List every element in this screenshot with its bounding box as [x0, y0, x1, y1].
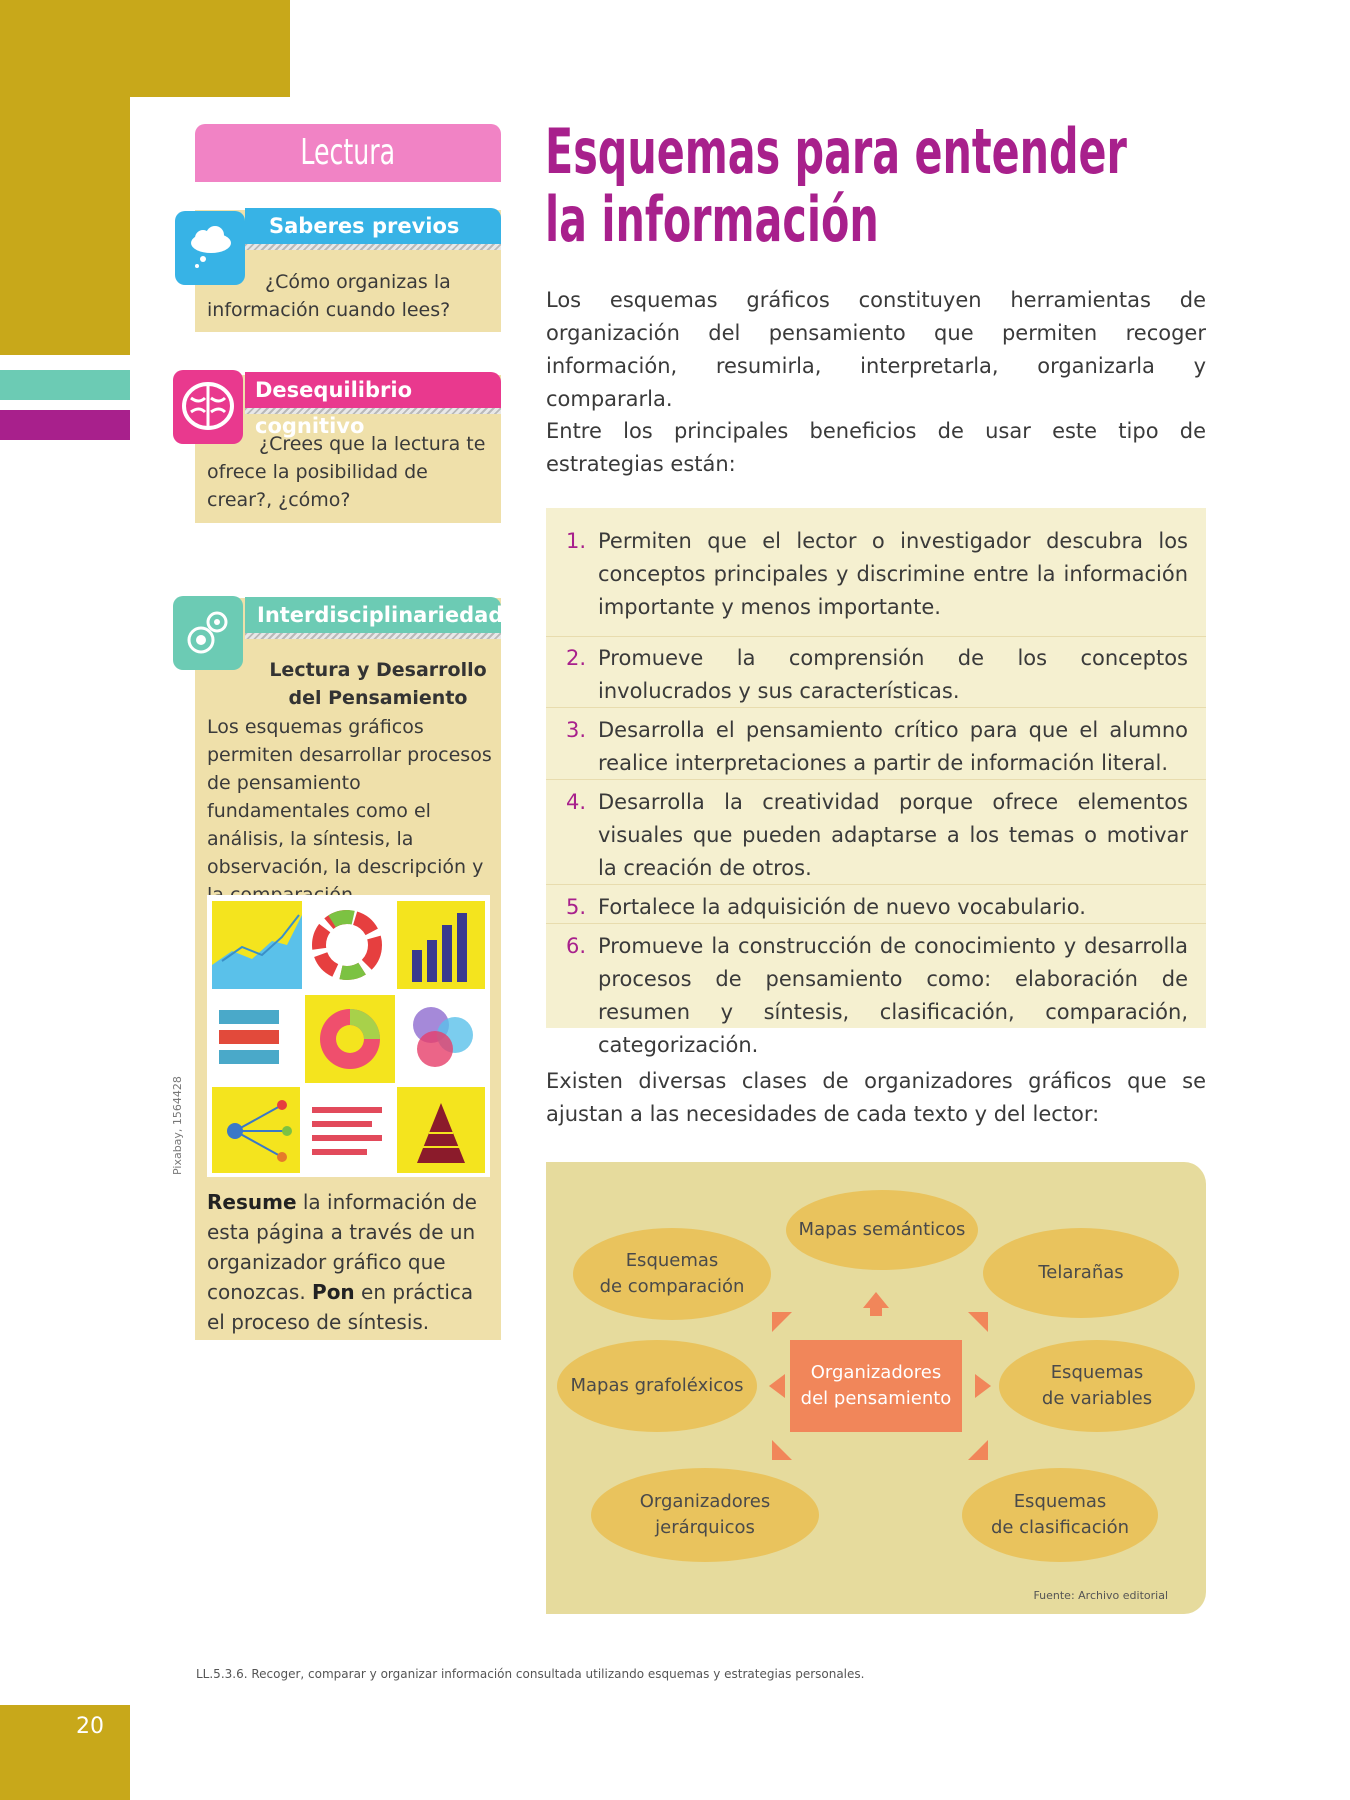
node-telaranas: Telarañas: [983, 1228, 1179, 1318]
gold-side-band: [0, 97, 130, 355]
arrow-right-icon: [975, 1374, 991, 1398]
list-item: 5. Fortalece la adquisición de nuevo vocabulario.: [546, 891, 1206, 924]
arrow-upleft-icon: [772, 1312, 792, 1332]
arrow-upright-icon: [968, 1312, 988, 1332]
saberes-previos-question: ¿Cómo organizas la información cuando lees?: [207, 271, 451, 321]
list-item: 1. Permiten que el lector o investigador descubra los conceptos principales y discrimine entre la información importante y menos importante.: [546, 525, 1206, 637]
list-item: 4. Desarrolla la creatividad porque ofrece elementos visuales que pueden adaptarse a los temas o motivar la creación de otros.: [546, 786, 1206, 885]
list-item: 3. Desarrolla el pensamiento crítico para que el alumno realice interpretaciones a partir de información literal.: [546, 714, 1206, 780]
list-item: 2. Promueve la comprensión de los conceptos involucrados y sus características.: [546, 642, 1206, 708]
interdisciplinariedad-title: Interdisciplinariedad: [245, 597, 501, 633]
image-credit: Pixabay, 1564428: [171, 1076, 184, 1175]
interdisciplinariedad-subtitle: Lectura y Desarrollo del Pensamiento: [269, 659, 487, 709]
benefits-list: [546, 508, 1206, 1057]
node-mapas-grafolexicos: Mapas grafoléxicos: [557, 1340, 757, 1432]
intro-paragraph: Los esquemas gráficos constituyen herramientas de organización del pensamiento que permiten recoger información, resumirla, interpretarla, organizarla y compararla.: [546, 288, 1206, 411]
desequilibrio-question: ¿Crees que la lectura te ofrece la posibilidad de crear?, ¿cómo?: [207, 433, 486, 511]
arrow-left-icon: [769, 1374, 785, 1398]
node-esquemas-variables: Esquemas de variables: [999, 1340, 1195, 1432]
diagram-source: Fuente: Archivo editorial: [1033, 1589, 1168, 1602]
gold-corner-band: [0, 0, 290, 97]
arrow-up-icon: [863, 1292, 889, 1308]
hatch-divider: [245, 244, 501, 250]
infographic-illustration: [207, 895, 490, 1177]
node-organizadores-jerarquicos: Organizadores jerárquicos: [591, 1468, 819, 1562]
node-esquemas-comparacion: Esquemas de comparación: [573, 1228, 771, 1320]
activity-prompt: Resume la información de esta página a través de un organizador gráfico que conozcas. Pon en práctica el proceso de síntesis.: [207, 1190, 477, 1334]
node-mapas-semanticos: Mapas semánticos: [786, 1190, 978, 1270]
node-esquemas-clasificacion: Esquemas de clasificación: [962, 1468, 1158, 1562]
organizers-diagram: [546, 1162, 1206, 1614]
saberes-previos-title: Saberes previos: [245, 208, 501, 244]
teal-stripe: [0, 370, 130, 400]
page-number: 20: [76, 1714, 104, 1739]
target-icon: [173, 596, 243, 670]
organizers-intro: Existen diversas clases de organizadores gráficos que se ajustan a las necesidades de cada texto y del lector:: [546, 1069, 1206, 1126]
arrow-downleft-icon: [772, 1440, 792, 1460]
diagram-arrows: [546, 1162, 1206, 1614]
benefits-intro: Entre los principales beneficios de usar este tipo de estrategias están:: [546, 419, 1206, 476]
hatch-divider: [245, 408, 501, 414]
curriculum-footnote: LL.5.3.6. Recoger, comparar y organizar información consultada utilizando esquemas y estrategias personales.: [196, 1667, 865, 1681]
desequilibrio-title: Desequilibrio cognitivo: [245, 372, 501, 408]
list-item: 6. Promueve la construcción de conocimiento y desarrolla procesos de pensamiento como: elaboración de resumen y síntesis, clasificación, comparación, categorización.: [566, 934, 1188, 1057]
arrow-downright-icon: [968, 1440, 988, 1460]
interdisciplinariedad-body: Los esquemas gráficos permiten desarrollar procesos de pensamiento fundamentales como el análisis, la síntesis, la observación, la descripción y: [207, 716, 492, 878]
magenta-stripe: [0, 410, 130, 440]
section-label: Lectura: [195, 124, 501, 182]
arrow-up-icon: [870, 1308, 882, 1316]
hatch-divider: [245, 633, 501, 639]
page-title: Esquemas para entender la información: [545, 115, 1127, 256]
node-organizadores-centro: Organizadores del pensamiento: [790, 1340, 962, 1432]
